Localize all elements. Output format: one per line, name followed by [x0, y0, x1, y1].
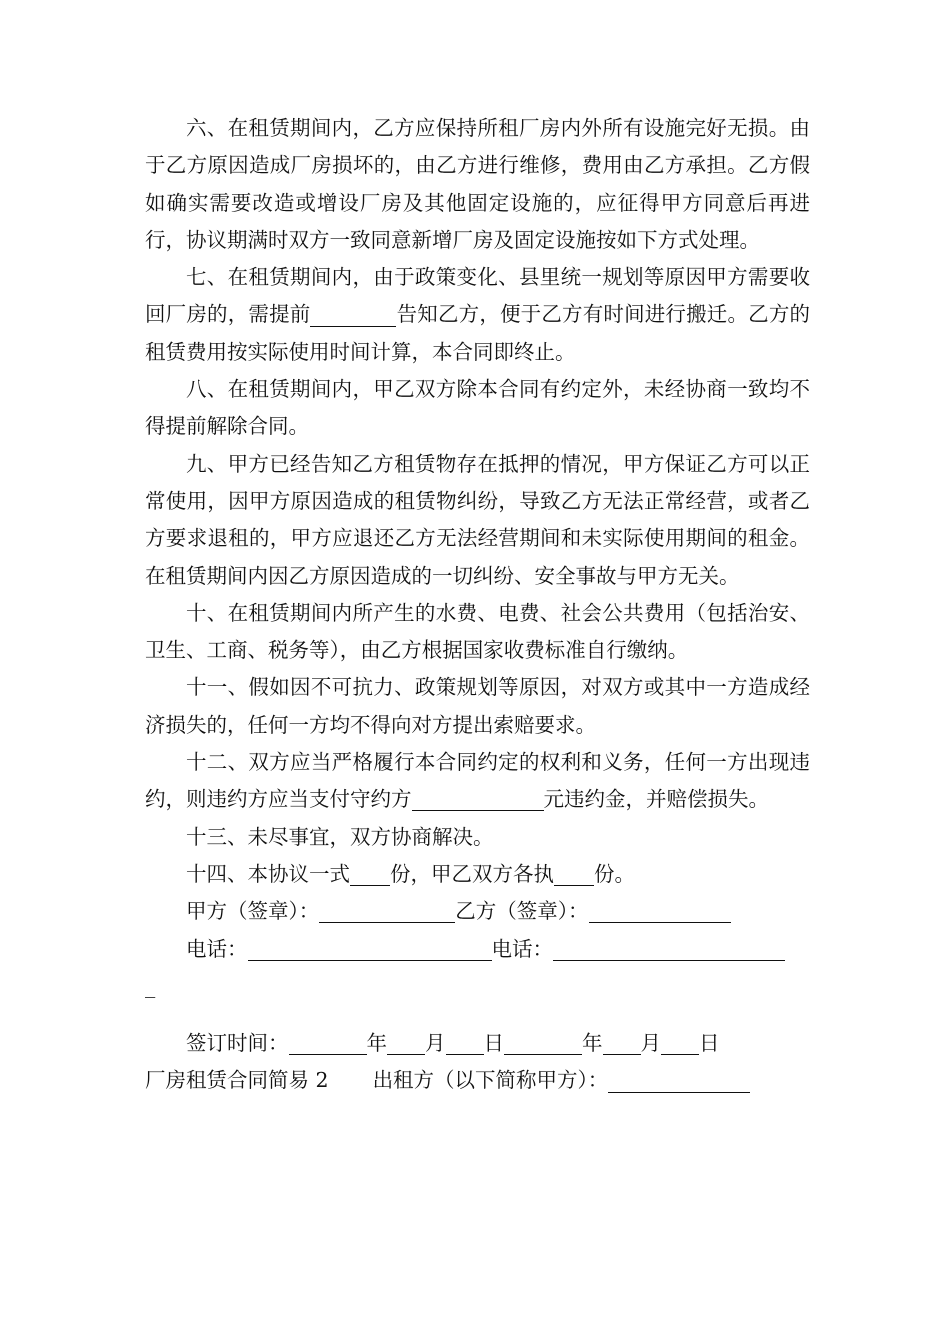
clause-12 — [145, 744, 810, 819]
clause-14-text-b: 份，甲乙双方各执 — [390, 861, 554, 886]
year-b-label: 年 — [582, 1031, 603, 1056]
sign-time-row — [145, 1025, 810, 1062]
copies-total-blank — [350, 864, 390, 887]
sign-time-label: 签订时间： — [186, 1031, 289, 1056]
day-a-blank — [446, 1033, 484, 1056]
clause-13: 十三、未尽事宜，双方协商解决。 — [186, 824, 494, 849]
copies-each-blank — [554, 864, 594, 887]
month-a-blank — [387, 1033, 425, 1056]
year-a-blank — [289, 1033, 367, 1056]
lessor-blank — [608, 1070, 750, 1093]
clause-8: 八、在租赁期间内，甲乙双方除本合同有约定外，未经协商一致均不得提前解除合同。 — [145, 377, 810, 439]
clause-14-text-c: 份。 — [594, 861, 635, 886]
month-a-label: 月 — [425, 1031, 446, 1056]
notice-period-blank — [310, 304, 396, 327]
phone-a-blank — [248, 938, 492, 961]
clause-7 — [145, 259, 810, 371]
contract-page — [145, 110, 810, 1100]
year-b-blank — [504, 1033, 582, 1056]
penalty-amount-blank — [412, 789, 544, 812]
phone-row — [145, 931, 810, 968]
party-a-signature-blank — [319, 901, 455, 924]
day-a-label: 日 — [483, 1031, 504, 1056]
phone-b-blank — [553, 938, 785, 961]
year-a-label: 年 — [366, 1031, 387, 1056]
clause-7-text-a: 七、在租赁期间内，由于政策变化、县里统一规划等原因甲方需要收回厂房的，需提前 — [145, 265, 810, 327]
lessor-label: 出租方（以下简称甲方）： — [372, 1068, 609, 1093]
day-b-label: 日 — [699, 1031, 720, 1056]
month-b-blank — [603, 1033, 641, 1056]
clause-7-text-b: 告知乙方，便于乙方有时间进行搬迁。乙方的租赁费用按实际使用时间计算，本合同即终止。 — [145, 302, 811, 364]
phone-b-label: 电话： — [491, 936, 553, 961]
day-b-blank — [661, 1033, 699, 1056]
next-doc-row — [145, 1062, 810, 1099]
party-b-signature-blank — [589, 901, 731, 924]
month-b-label: 月 — [640, 1031, 661, 1056]
clause-12-text-b: 元违约金，并赔偿损失。 — [543, 787, 769, 812]
clause-6: 六、在租赁期间内，乙方应保持所租厂房内外所有设施完好无损。由于乙方原因造成厂房损坏的，由乙方进行维修，费用由乙方承担。乙方假如确实需要改造或增设厂房及其他固定设施的，应征得甲方同意后再进行，协议期满时双方一致同意新增厂房及固定设施按如下方式处理。 — [145, 116, 810, 252]
phone-a-label: 电话： — [186, 936, 248, 961]
next-doc-title: 厂房租赁合同简易 2 — [145, 1068, 329, 1093]
party-b-label: 乙方（签章）： — [455, 899, 589, 924]
clause-10: 十、在租赁期间内所产生的水费、电费、社会公共费用（包括治安、卫生、工商、税务等），由乙方根据国家收费标准自行缴纳。 — [145, 600, 810, 663]
clause-9: 九、甲方已经告知乙方租赁物存在抵押的情况，甲方保证乙方可以正常使用，因甲方原因造成的租赁物纠纷，导致乙方无法正常经营，或者乙方要求退租的，甲方应退还乙方无法经营期间和未实际使用期间的租金。在租赁期间内因乙方原因造成的一切纠纷、安全事故与甲方无关。 — [145, 451, 810, 588]
phone-overflow: _ — [145, 973, 156, 998]
signature-row — [145, 893, 810, 930]
party-a-label: 甲方（签章）： — [186, 899, 320, 924]
clause-14 — [145, 856, 810, 893]
clause-14-text-a: 十四、本协议一式 — [186, 861, 350, 886]
spacer — [145, 1005, 810, 1025]
clause-12-text-a: 十二、双方应当严格履行本合同约定的权利和义务，任何一方出现违约，则违约方应当支付守约方 — [145, 750, 810, 812]
clause-11: 十一、假如因不可抗力、政策规划等原因，对双方或其中一方造成经济损失的，任何一方均不得向对方提出索赔要求。 — [145, 675, 810, 737]
